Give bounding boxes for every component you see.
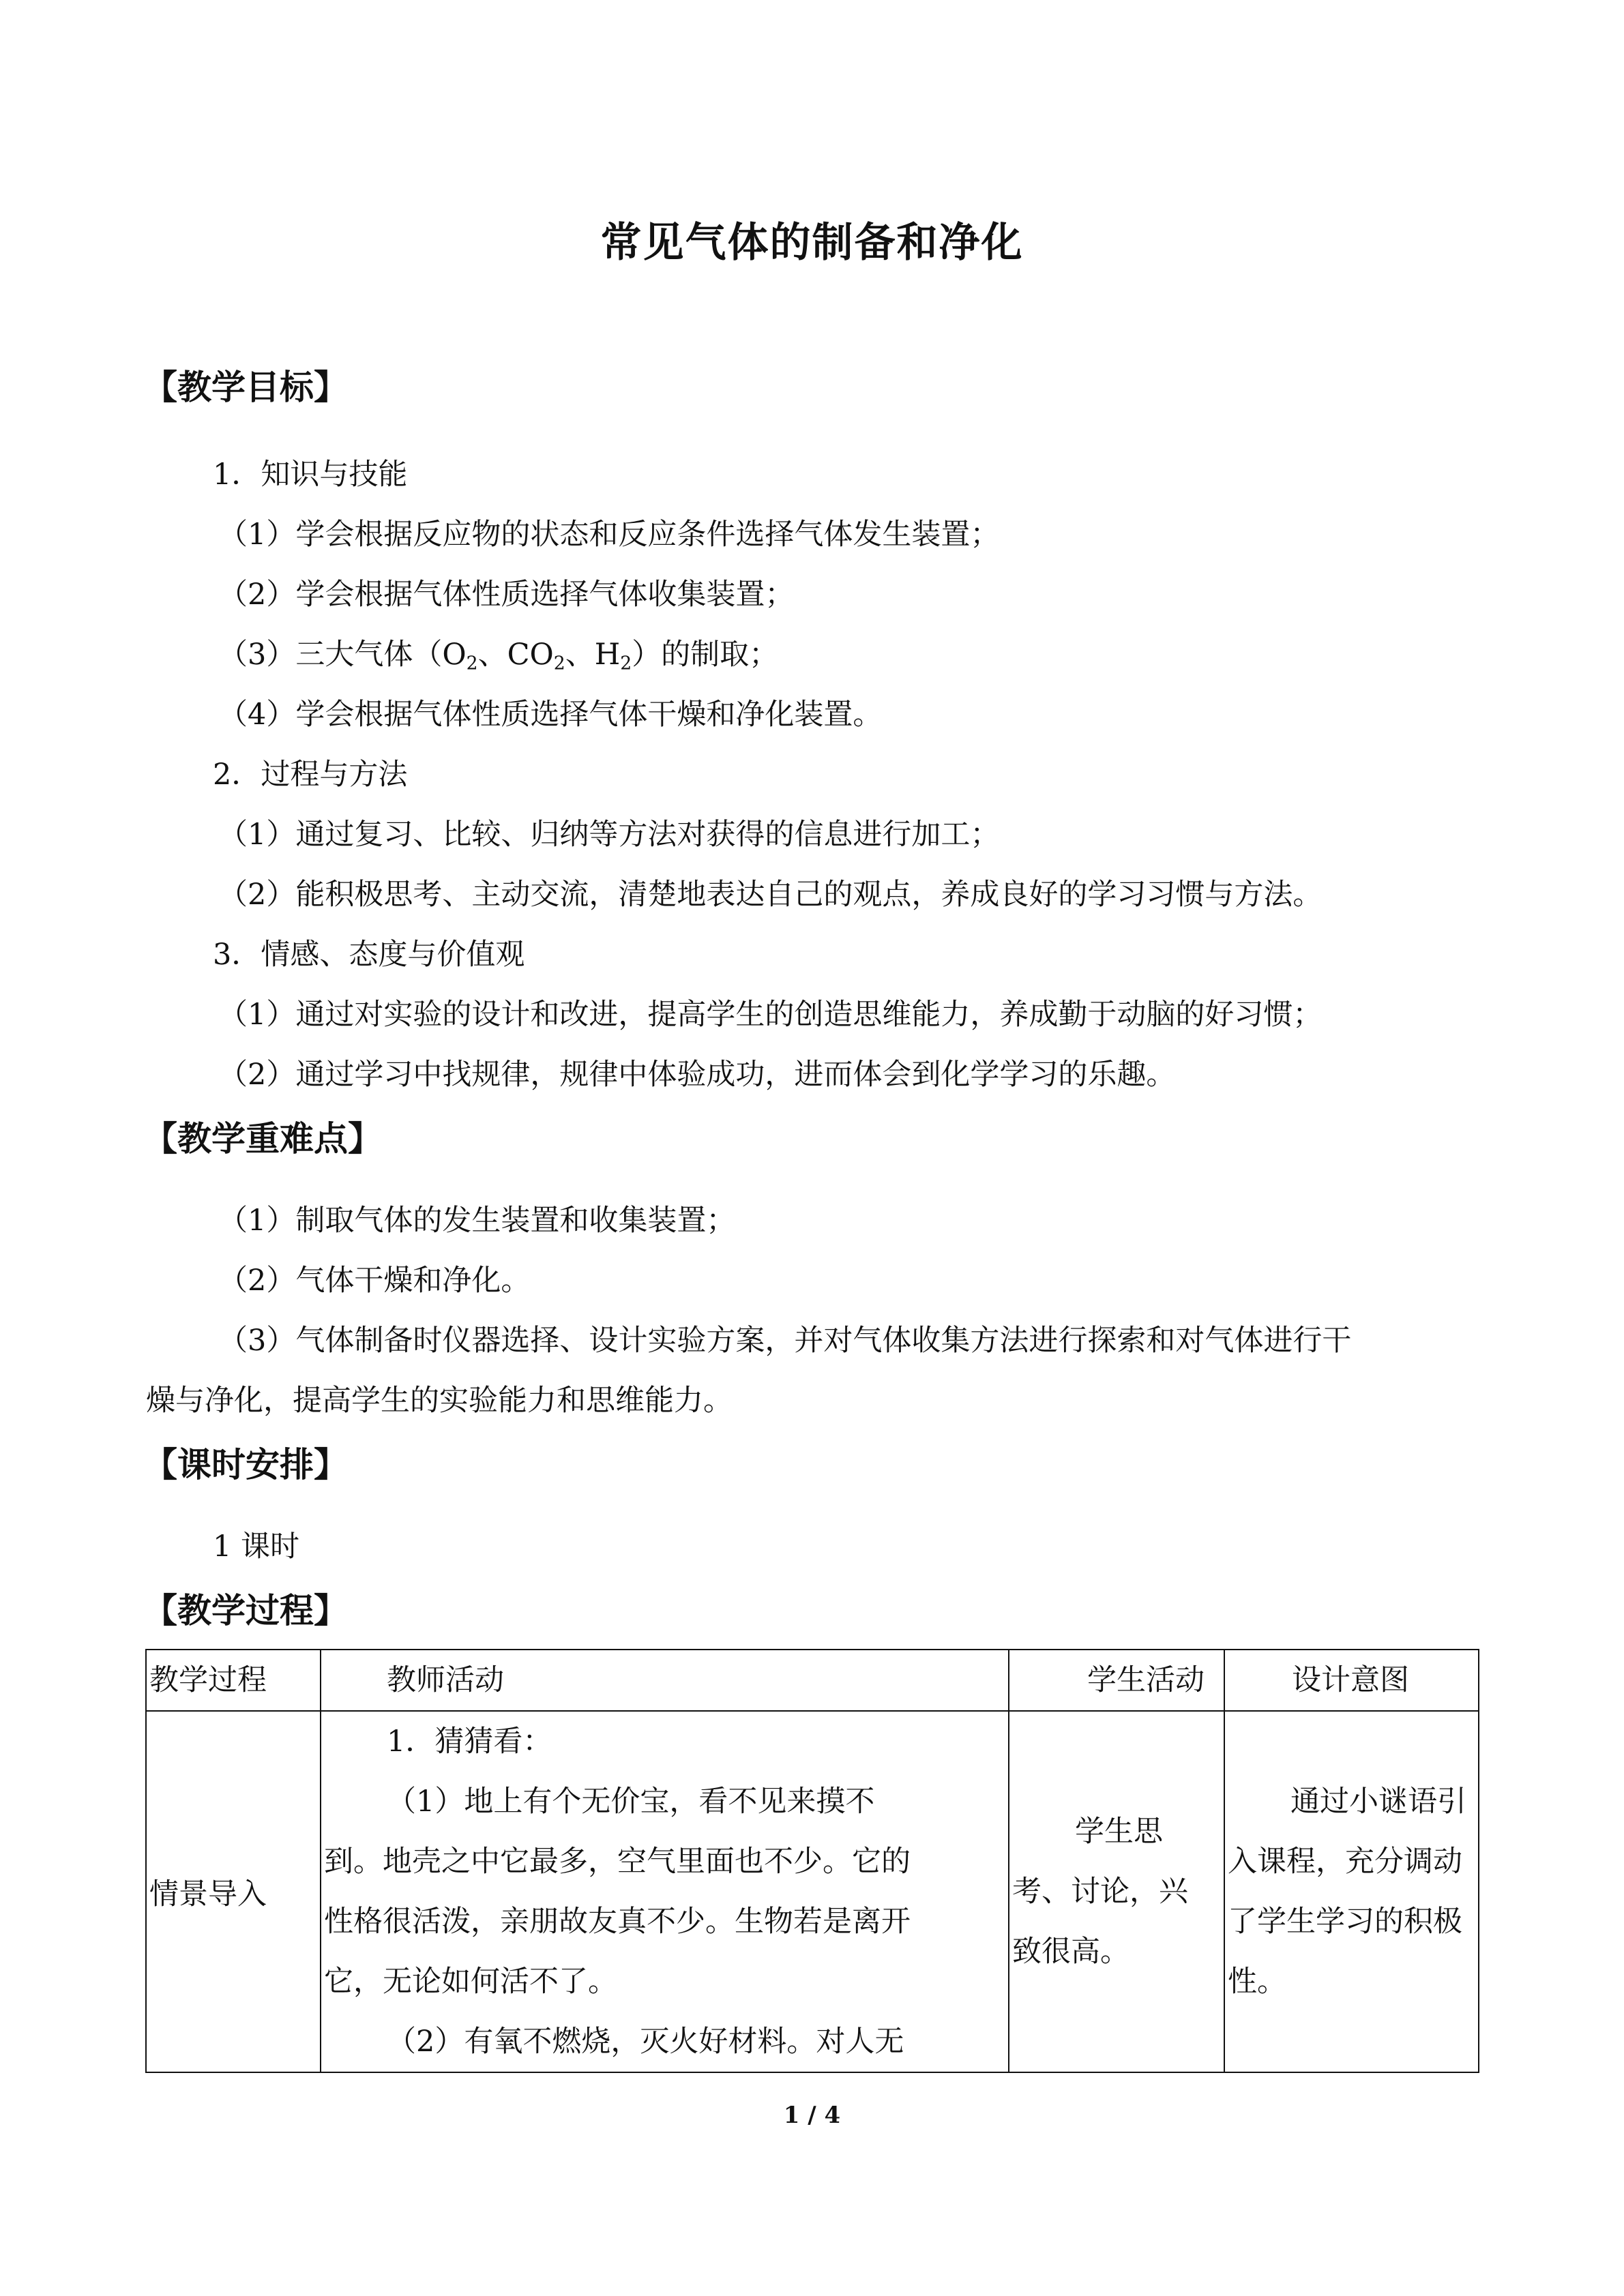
cell-student: 学生思 考、讨论，兴 致很高。 xyxy=(1009,1711,1224,2072)
heading-process: 【教学过程】 xyxy=(143,1591,348,1630)
objective-k3-1: （1）通过对实验的设计和改进，提高学生的创造思维能力，养成勤于动脑的好习惯； xyxy=(218,998,1323,1032)
key-point-2: （2）气体干燥和净化。 xyxy=(218,1264,531,1298)
header-stage: 教学过程 xyxy=(146,1650,321,1711)
objective-k3: 3．情感、态度与价值观 xyxy=(213,938,525,972)
cell-stage: 情景导入 xyxy=(146,1711,321,2072)
objective-k2-1: （1）通过复习、比较、归纳等方法对获得的信息进行加工； xyxy=(218,818,1000,852)
key-point-3-line2: 燥与净化，提高学生的实验能力和思维能力。 xyxy=(146,1384,733,1418)
objective-k1-2: （2）学会根据气体性质选择气体收集装置； xyxy=(218,578,795,612)
page-title: 常见气体的制备和净化 xyxy=(600,219,1024,267)
heading-objectives: 【教学目标】 xyxy=(143,368,348,407)
key-point-1: （1）制取气体的发生装置和收集装置； xyxy=(218,1204,736,1238)
cell-teacher: 1．猜猜看： （1）地上有个无价宝，看不见来摸不 到。地壳之中它最多，空气里面也不少。它的 性格很活泼，亲朋故友真不少。生物若是离开 它，无论如何活不了。 （2）有氧不燃烧，灭火好材料。对人无 xyxy=(321,1711,1009,2072)
objective-k1: 1．知识与技能 xyxy=(213,458,408,492)
objective-k1-4: （4）学会根据气体性质选择气体干燥和净化装置。 xyxy=(218,698,883,732)
schedule-text: 1 课时 xyxy=(213,1530,300,1564)
table-header-row xyxy=(146,1650,1479,1711)
objective-k1-3: （3）三大气体（$O_2$、$CO_2$、$H_2$）的制取； xyxy=(218,638,779,674)
header-teacher: 教师活动 xyxy=(321,1650,1009,1711)
cell-intent: 通过小谜语引 入课程，充分调动 了学生学习的积极 性。 xyxy=(1224,1711,1479,2072)
header-student: 学生活动 xyxy=(1009,1650,1224,1711)
heading-schedule: 【课时安排】 xyxy=(143,1445,348,1485)
heading-key-points: 【教学重难点】 xyxy=(143,1119,382,1159)
key-point-3-line1: （3）气体制备时仪器选择、设计实验方案，并对气体收集方法进行探索和对气体进行干 xyxy=(218,1324,1352,1358)
objective-k1-1: （1）学会根据反应物的状态和反应条件选择气体发生装置； xyxy=(218,518,1000,552)
process-table xyxy=(145,1649,1479,2073)
header-intent: 设计意图 xyxy=(1224,1650,1479,1711)
objective-k2-2: （2）能积极思考、主动交流，清楚地表达自己的观点，养成良好的学习习惯与方法。 xyxy=(218,878,1323,912)
page-number: 1 / 4 xyxy=(783,2102,841,2129)
objective-k2: 2．过程与方法 xyxy=(213,758,408,792)
table-row xyxy=(146,1711,1479,2072)
objective-k3-2: （2）通过学习中找规律，规律中体验成功，进而体会到化学学习的乐趣。 xyxy=(218,1058,1176,1092)
